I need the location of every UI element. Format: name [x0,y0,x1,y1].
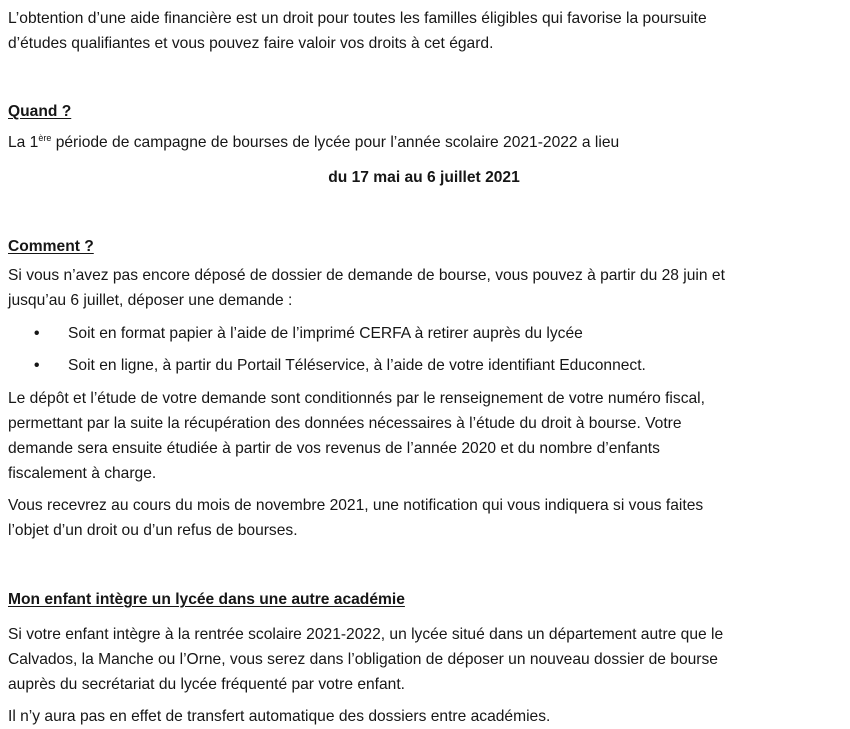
paragraph-line: Le dépôt et l’étude de votre demande sont conditionnés par le renseignement de votre numéro fiscal, [8,390,705,407]
section-autre-academie [8,587,840,729]
section-heading-comment: Comment ? [8,238,94,255]
campaign-period-line [8,130,840,155]
bullet-icon: • [34,357,40,374]
transfer-paragraph [8,622,840,697]
list-item [8,321,840,346]
comment-intro-line: jusqu’au 6 juillet, déposer une demande : [8,292,293,309]
fiscal-number-paragraph [8,386,840,486]
paragraph-line: Vous recevrez au cours du mois de novembre 2021, une notification qui vous indiquera si vous faites [8,497,704,514]
paragraph-line: Si votre enfant intègre à la rentrée scolaire 2021-2022, un lycée situé dans un département autre que le [8,626,724,643]
intro-line: L’obtention d’une aide financière est un droit pour toutes les familles éligibles qui favorise la poursuite [8,10,707,27]
campaign-line-prefix: La 1 [8,134,39,151]
paragraph-line: fiscalement à charge. [8,465,157,482]
document-page [8,6,840,729]
campaign-line-suffix: période de campagne de bourses de lycée pour l’année scolaire 2021-2022 a lieu [51,134,620,151]
ordinal-superscript: ère [38,133,52,143]
paragraph-line: permettant par la suite la récupération des données nécessaires à l’étude du droit à bourse. Votre [8,415,682,432]
bullet-icon: • [34,325,40,342]
paragraph-line: auprès du secrétariat du lycée fréquenté par votre enfant. [8,676,406,693]
list-item [8,353,840,378]
section-quand [8,99,840,190]
intro-paragraph [8,6,840,56]
paragraph-line: Calvados, la Manche ou l’Orne, vous serez dans l’obligation de déposer un nouveau dossier de bourse [8,651,718,668]
submission-options-list [8,321,840,378]
paragraph-line: l’objet d’un droit ou d’un refus de bourses. [8,522,298,539]
section-comment [8,234,840,543]
section-heading-quand: Quand ? [8,103,72,120]
list-item-text: Soit en ligne, à partir du Portail Téléservice, à l’aide de votre identifiant Educonnect. [68,357,646,374]
list-item-text: Soit en format papier à l’aide de l’imprimé CERFA à retirer auprès du lycée [68,325,583,342]
comment-intro-line: Si vous n’avez pas encore déposé de dossier de demande de bourse, vous pouvez à partir du 28 juin et [8,267,725,284]
section-heading-academie: Mon enfant intègre un lycée dans une autre académie [8,591,405,608]
notification-paragraph [8,493,840,543]
intro-line: d’études qualifiantes et vous pouvez faire valoir vos droits à cet égard. [8,35,494,52]
no-transfer-note: Il n’y aura pas en effet de transfert automatique des dossiers entre académies. [8,708,551,725]
campaign-dates: du 17 mai au 6 juillet 2021 [328,169,520,186]
paragraph-line: demande sera ensuite étudiée à partir de vos revenus de l’année 2020 et du nombre d’enfants [8,440,660,457]
